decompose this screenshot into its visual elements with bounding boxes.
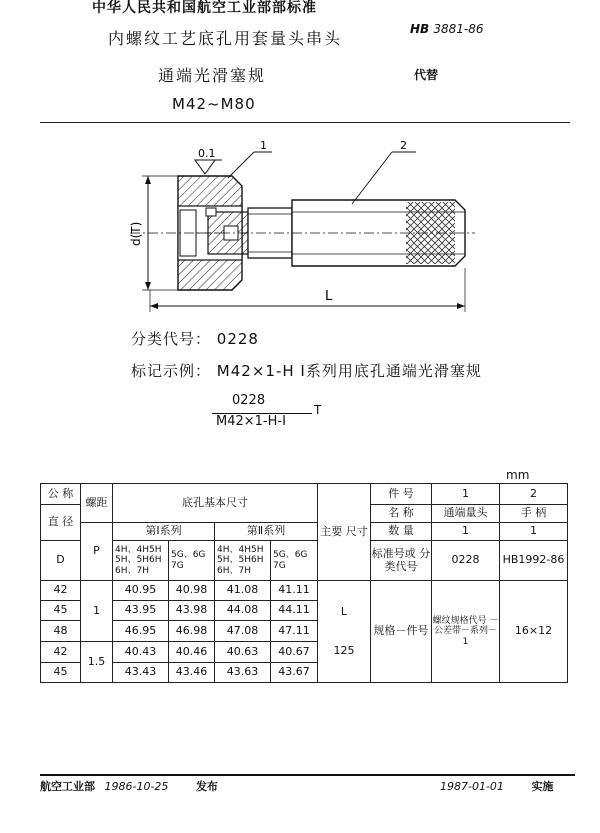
title-line-3: M42~M80 (172, 95, 256, 113)
part2-no: 2 (500, 484, 568, 505)
part1-qty: 1 (432, 523, 500, 541)
footer-divider (40, 774, 575, 776)
gauge-drawing (120, 138, 480, 328)
impl-date: 1987-01-01 (440, 780, 504, 793)
title-line-1: 内螺纹工艺底孔用套量头串头 (108, 29, 343, 48)
fraction-suffix: T (314, 403, 322, 417)
fraction-numerator: 0228 (232, 393, 266, 408)
part1-std: 0228 (432, 541, 500, 581)
part2-qty: 1 (500, 523, 568, 541)
row3-D: 48 (41, 621, 81, 642)
row5-s1b: 43.46 (169, 663, 215, 683)
hdr-series1: 第Ⅰ系列 (113, 523, 215, 541)
hdr-nominal-top: 公 称 (41, 484, 81, 505)
row1-s1b: 40.98 (169, 581, 215, 601)
part1-no: 1 (432, 484, 500, 505)
row2-s2b: 44.11 (271, 601, 318, 621)
row2-s1a: 43.95 (113, 601, 169, 621)
hdr-grade-b-1: 5G、6G 7G (169, 541, 215, 581)
classify-label: 分类代号： (131, 330, 212, 348)
hdr-nominal-bottom: 直 径 (41, 505, 81, 541)
classify-code: 0228 (216, 330, 259, 348)
part2-std: HB1992-86 (500, 541, 568, 581)
row4-D: 42 (41, 642, 81, 663)
screw-head (206, 208, 216, 216)
example-label: 标记示例： (131, 362, 212, 380)
part2-name: 手 柄 (500, 505, 568, 523)
fraction-denominator: M42×1-H-Ⅰ (216, 414, 286, 429)
tolerance-symbol (195, 160, 215, 174)
row2-D: 45 (41, 601, 81, 621)
row1-s2a: 41.08 (215, 581, 271, 601)
row3-s2a: 47.08 (215, 621, 271, 642)
callout-1: 1 (260, 139, 267, 152)
row4-s2a: 40.63 (215, 642, 271, 663)
standard-org: 中华人民共和国航空工业部部标准 (92, 0, 317, 16)
issuer: 航空工业部 (40, 780, 95, 793)
header-divider (40, 122, 570, 123)
row4-s1a: 40.43 (113, 642, 169, 663)
row4-s2b: 40.67 (271, 642, 318, 663)
pitch-1-5: 1.5 (81, 642, 113, 683)
part2-spec: 16×12 (500, 581, 568, 683)
dim-L: L (325, 289, 333, 304)
tolerance-value: 0.1 (198, 147, 216, 160)
row1-s1a: 40.95 (113, 581, 169, 601)
part1-spec: 螺纹规格代号 －公差带－系列－1 (432, 581, 500, 683)
impl-label: 实施 (531, 780, 554, 793)
hdr-symbol-P: P (81, 523, 113, 581)
issue-date: 1986-10-25 (104, 780, 169, 793)
row2-s1b: 43.98 (169, 601, 215, 621)
main-dim-L (318, 581, 371, 683)
hdr-qty: 数 量 (371, 523, 432, 541)
issue-label: 发布 (195, 780, 218, 793)
title-line-2: 通端光滑塞规 (158, 66, 267, 85)
row3-s2b: 47.11 (271, 621, 318, 642)
hdr-grade-a-1: 4H、4H5H 5H、5H6H 6H、7H (113, 541, 169, 581)
footer-issue (40, 778, 218, 794)
hdr-main-dim: 主要 尺寸 (318, 484, 371, 581)
hdr-std-no: 标准号或 分类代号 (371, 541, 432, 581)
row1-s2b: 41.11 (271, 581, 318, 601)
hdr-grade-b-2: 5G、6G 7G (271, 541, 318, 581)
unit-label: mm (506, 468, 530, 482)
standard-number: 3881-86 (433, 22, 484, 36)
hdr-series2: 第Ⅱ系列 (215, 523, 318, 541)
hdr-basic-size: 底孔基本尺寸 (113, 484, 318, 523)
row4-s1b: 40.46 (169, 642, 215, 663)
hdr-part-no: 件 号 (371, 484, 432, 505)
row5-s2a: 43.63 (215, 663, 271, 683)
hdr-grade-a-2: 4H、4H5H 5H、5H6H 6H、7H (215, 541, 271, 581)
dim-d: d(T) (129, 221, 143, 246)
marking-example (131, 360, 482, 381)
spec-table (40, 483, 568, 683)
callout-2: 2 (400, 139, 407, 152)
part1-name: 通端量头 (432, 505, 500, 523)
hdr-pitch: 螺距 (81, 484, 113, 523)
row5-s1a: 43.43 (113, 663, 169, 683)
example-text: M42×1-H Ⅰ系列用底孔通端光滑塞规 (216, 362, 482, 380)
standard-code (410, 22, 484, 36)
row5-D: 45 (41, 663, 81, 683)
L-value: 125 (333, 643, 355, 657)
row1-D: 42 (41, 581, 81, 601)
pitch-1: 1 (81, 581, 113, 642)
classification (131, 328, 259, 349)
standard-prefix: HB (410, 22, 430, 36)
row3-s1b: 46.98 (169, 621, 215, 642)
hdr-symbol-D: D (41, 541, 81, 581)
row3-s1a: 46.95 (113, 621, 169, 642)
replace-label: 代替 (414, 68, 439, 82)
footer-impl (440, 778, 553, 794)
hdr-name: 名 称 (371, 505, 432, 523)
hdr-spec: 规格－件号 (371, 581, 432, 683)
row2-s2a: 44.08 (215, 601, 271, 621)
row5-s2b: 43.67 (271, 663, 318, 683)
symbol-L: L (340, 604, 348, 618)
